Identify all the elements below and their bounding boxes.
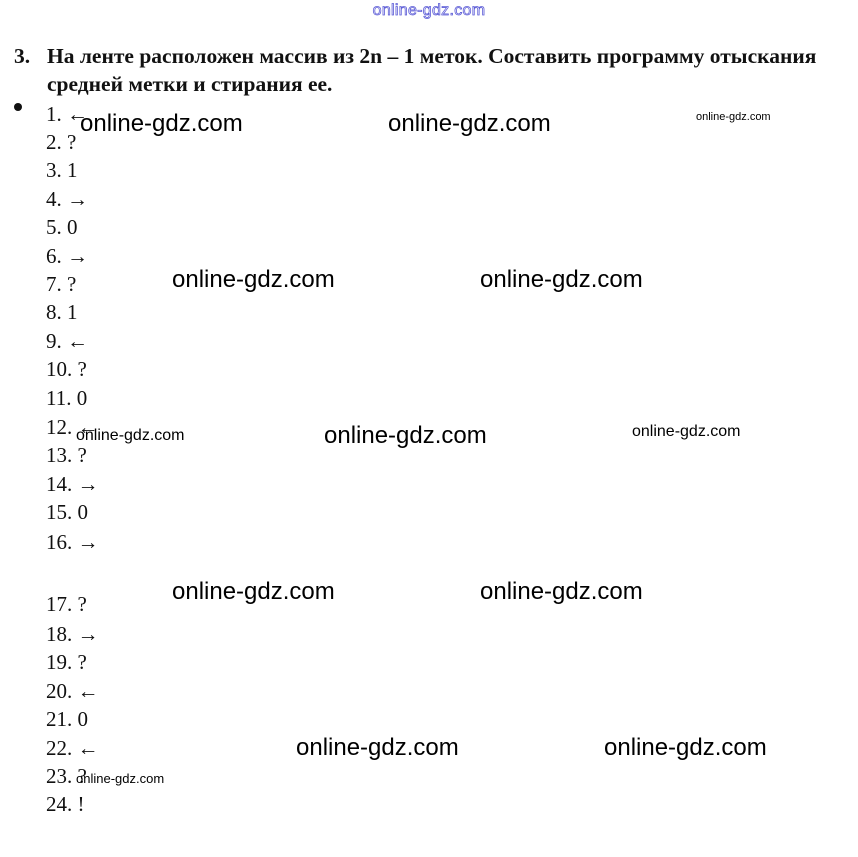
- watermark: online-gdz.com: [296, 734, 459, 761]
- program-step: 1. ←: [46, 102, 88, 126]
- program-step: 23. ?: [46, 764, 87, 788]
- watermark: online-gdz.com: [388, 110, 551, 137]
- watermark: online-gdz.com: [172, 578, 335, 605]
- program-step: 10. ?: [46, 357, 87, 381]
- program-step: 2. ?: [46, 130, 77, 154]
- watermark: online-gdz.com: [604, 734, 767, 761]
- program-step: 11. 0: [46, 386, 88, 410]
- watermark: online-gdz.com: [480, 578, 643, 605]
- program-step: 24. !: [46, 792, 85, 816]
- program-step: 3. 1: [46, 158, 78, 182]
- program-step: 7. ?: [46, 272, 77, 296]
- program-step: 13. ?: [46, 443, 87, 467]
- program-step: 15. 0: [46, 500, 88, 524]
- program-step: 17. ?: [46, 592, 87, 616]
- program-step: 8. 1: [46, 300, 78, 324]
- program-step: 5. 0: [46, 215, 78, 239]
- watermark: online-gdz.com: [324, 422, 487, 449]
- program-step: 22. ←: [46, 736, 99, 760]
- program-step: 19. ?: [46, 650, 87, 674]
- task-number: 3.: [14, 44, 31, 68]
- program-step: 20. ←: [46, 679, 99, 703]
- watermark: online-gdz.com: [480, 266, 643, 293]
- watermark: online-gdz.com: [76, 771, 165, 786]
- program-step: 9. ←: [46, 329, 88, 353]
- program-step: 12. ←: [46, 415, 99, 439]
- watermark: online-gdz.com: [80, 110, 243, 137]
- task-text: На ленте расположен массив из 2n – 1 меток. Составить программу отыскания средней метки и стирания ее.: [47, 44, 817, 96]
- program-step: 21. 0: [46, 707, 88, 731]
- watermark: online-gdz.com: [632, 423, 741, 440]
- program-step: 16. →: [46, 530, 99, 554]
- watermark: online-gdz.com: [696, 111, 771, 123]
- program-step: 14. →: [46, 472, 99, 496]
- program-step: 18. →: [46, 622, 99, 646]
- watermark: online-gdz.com: [172, 266, 335, 293]
- top-watermark: online-gdz.com: [372, 2, 486, 19]
- program-step: 4. →: [46, 187, 88, 211]
- watermark: online-gdz.com: [76, 427, 185, 444]
- program-step: 6. →: [46, 244, 88, 268]
- bullet-icon: [14, 103, 22, 111]
